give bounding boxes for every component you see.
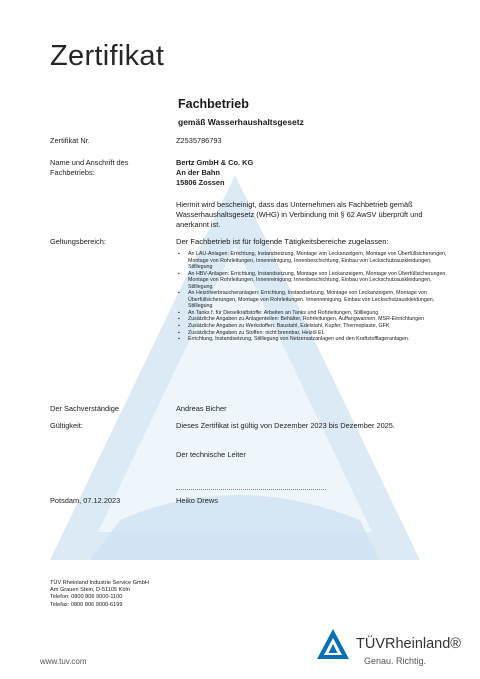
website-link[interactable]: www.tuv.com: [40, 657, 87, 666]
brand-slogan: Genau. Richtig.: [364, 656, 427, 666]
company-street: An der Bahn: [176, 168, 220, 177]
company-label-line-1: Name und Anschrift des: [50, 158, 129, 167]
issuer-fax: Telefax: 0800 806 9000-6199: [50, 601, 123, 608]
company-name: Bertz GmbH & Co. KG: [176, 158, 254, 167]
issuer-address: Am Grauen Stein, D-51105 Köln: [50, 587, 130, 594]
activity-item: ▪ Zusätzliche Angaben zu Stoffen: nicht brennbar, Heizöl EL: [178, 330, 448, 337]
company-city: 15806 Zossen: [176, 178, 225, 187]
certificate-subheading: gemäß Wasserhaushaltsgesetz: [178, 117, 304, 127]
number-value: Z2535786793: [176, 136, 222, 145]
number-label: Zertifikat Nr.: [50, 136, 90, 145]
activity-item: ▪ Zusätzliche Angaben zu Werkstoffen: Baustahl, Edelstahl, Kupfer, Thermoplaste, GFK: [178, 323, 448, 330]
certificate-heading: Fachbetrieb: [178, 97, 249, 111]
issuer-address-block: [50, 580, 149, 609]
company-label-line-2: Fachbetriebs:: [50, 168, 95, 177]
activity-item: ▪ Errichtung, Instandsetzung, Stilllegung von Netzersatzanlagen und den Kraftstofflageranlagen.: [178, 336, 448, 343]
signature-line: [176, 489, 326, 491]
tech-lead-label: Der technische Leiter: [176, 450, 246, 459]
activity-item: ▪ An HBV-Anlagen: Errichtung, Instandsetzung, Montage von Leckanzeigern, Montage von Überfüllsicherungen, Montage von Rohrleitungen, Innenreinigung, Innenbeschichtung, Einbau von Leckschutzauskleidungen, Stilllegung: [178, 271, 448, 291]
certification-statement: Hiermit wird bescheinigt, dass das Unternehmen als Fachbetrieb gemäß Wasserhaushaltsgesetz (WHG) in Verbindung mit § 62 AwSV überprüft und anerkannt ist.: [176, 200, 423, 229]
validity-text: Dieses Zertifikat ist gültig von Dezember 2023 bis Dezember 2025.: [176, 421, 395, 430]
expert-name: Andreas Bicher: [176, 404, 227, 413]
place-date: Potsdam, 07.12.2023: [50, 496, 121, 505]
activity-item: ▪ An Heizölverbraucheranlagen: Errichtung, Instandsetzung, Montage von Leckanzeigern, Montage von Überfüllsicherungen, Montage von Rohrleitungen, Innenreinigung, Einbau von Leckschutzauskleidungen, Stilllegung: [178, 290, 448, 310]
scope-heading: Der Fachbetrieb ist für folgende Tätigkeitsbereiche zugelassen:: [176, 237, 389, 246]
certificate-title: Zertifikat: [50, 40, 165, 72]
activity-list: [178, 251, 448, 343]
brand-name: TÜVRheinland®: [356, 636, 461, 652]
tech-lead-name: Heiko Drews: [176, 496, 218, 505]
expert-label: Der Sachverständige: [50, 404, 120, 413]
issuer-phone: Telefon: 0800 806 9000-1100: [50, 594, 123, 601]
tuv-triangle-logo-icon: [316, 628, 350, 660]
activity-item: ▪ An LAU-Anlagen: Errichtung, Instandsetzung, Montage von Leckanzeigern, Montage von Überfüllsicherungen, Montage von Rohrleitungen, Innenreinigung, Innenbeschichtung, Einbau von Leckschutzauskleidungen, Stilllegung: [178, 251, 448, 271]
activity-item: ▪ Zusätzliche Angaben zu Anlagenteilen: Behälter, Rohrleitungen, Auffangwannen, MSR-Einrichtungen: [178, 316, 448, 323]
issuer-company: TÜV Rheinland Industrie Service GmbH: [50, 580, 149, 586]
validity-label: Gültigkeit:: [50, 421, 83, 430]
activity-item: ▪ An Tanks f. für Dieselkraftstoffe: Arbeiten an Tanks und Rohrleitungen, Stilllegung: [178, 310, 448, 317]
scope-label: Geltungsbereich:: [50, 237, 106, 246]
